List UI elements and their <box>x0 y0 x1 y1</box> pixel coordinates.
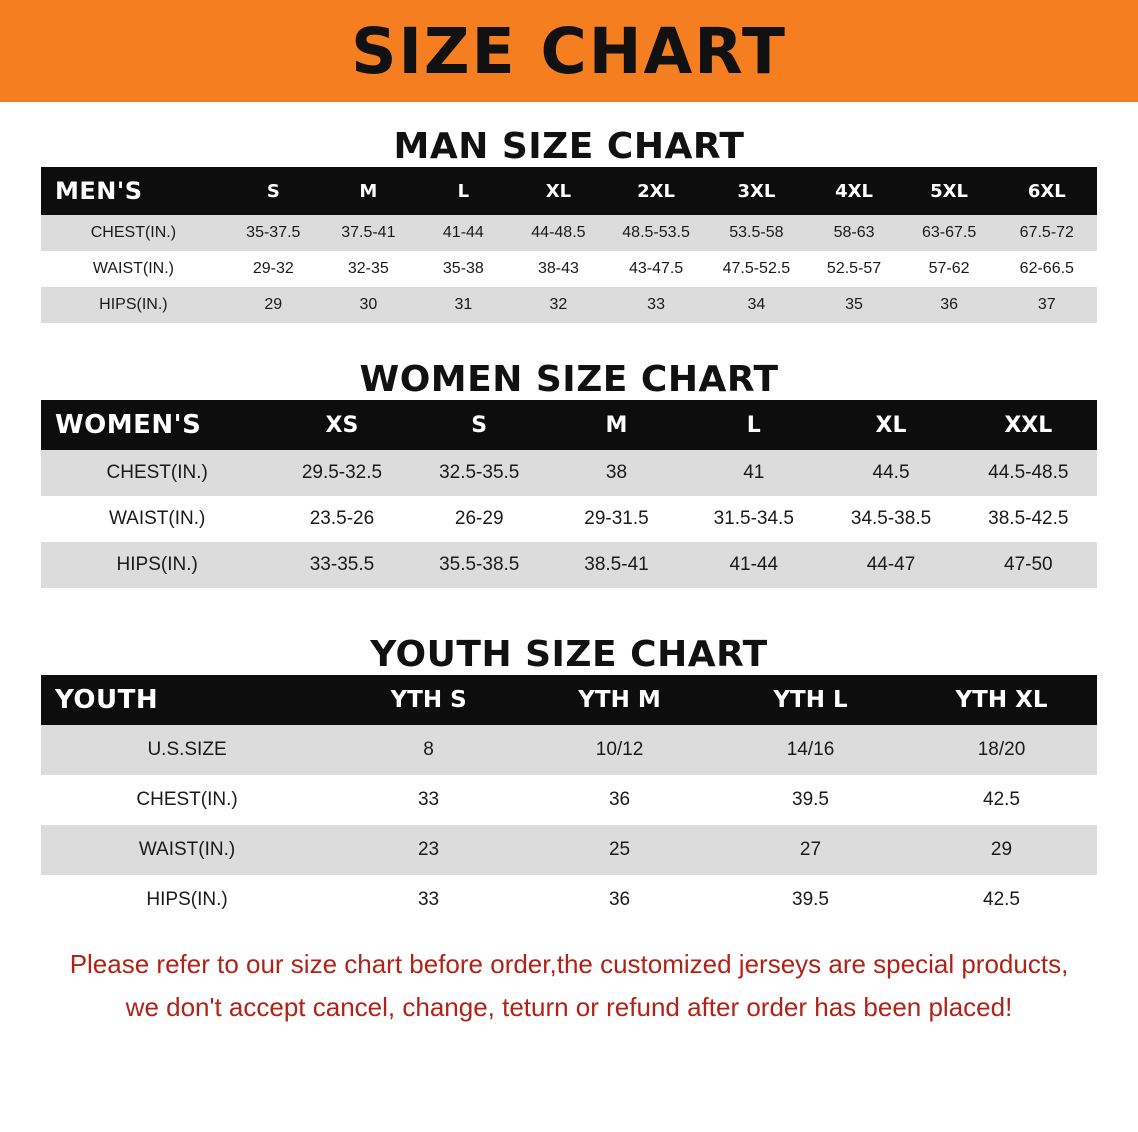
cell: 34.5-38.5 <box>822 496 959 542</box>
row-label: HIPS(IN.) <box>41 287 226 323</box>
cell: 32-35 <box>321 251 416 287</box>
men-header-3xl: 3XL <box>706 167 806 215</box>
cell: 32 <box>511 287 606 323</box>
table-row <box>41 287 1097 323</box>
women-header-s: S <box>411 400 548 450</box>
youth-table-header <box>41 675 1097 725</box>
men-header-l: L <box>416 167 511 215</box>
cell: 57-62 <box>902 251 997 287</box>
cell: 42.5 <box>906 775 1097 825</box>
cell: 41-44 <box>416 215 511 251</box>
cell: 42.5 <box>906 875 1097 925</box>
cell: 47.5-52.5 <box>706 251 806 287</box>
men-header-s: S <box>226 167 321 215</box>
row-label: HIPS(IN.) <box>41 542 273 588</box>
cell: 31.5-34.5 <box>685 496 822 542</box>
cell: 48.5-53.5 <box>606 215 706 251</box>
row-label: CHEST(IN.) <box>41 775 333 825</box>
cell: 30 <box>321 287 416 323</box>
cell: 37 <box>997 287 1097 323</box>
row-label: WAIST(IN.) <box>41 825 333 875</box>
men-header-m: M <box>321 167 416 215</box>
cell: 41-44 <box>685 542 822 588</box>
men-table-body <box>41 215 1097 323</box>
row-label: CHEST(IN.) <box>41 215 226 251</box>
cell: 31 <box>416 287 511 323</box>
row-label: HIPS(IN.) <box>41 875 333 925</box>
man-section-heading: MAN SIZE CHART <box>393 126 745 167</box>
row-label: WAIST(IN.) <box>41 496 273 542</box>
cell: 35.5-38.5 <box>411 542 548 588</box>
page-title: SIZE CHART <box>351 14 787 88</box>
men-header-4xl: 4XL <box>807 167 902 215</box>
cell: 38 <box>548 450 685 496</box>
cell: 33 <box>606 287 706 323</box>
table-row <box>41 251 1097 287</box>
cell: 35-37.5 <box>226 215 321 251</box>
row-label: CHEST(IN.) <box>41 450 273 496</box>
cell: 36 <box>524 875 715 925</box>
table-row <box>41 825 1097 875</box>
cell: 63-67.5 <box>902 215 997 251</box>
cell: 33 <box>333 875 524 925</box>
table-row <box>41 496 1097 542</box>
man-table-wrapper <box>41 167 1097 323</box>
cell: 34 <box>706 287 806 323</box>
table-row <box>41 215 1097 251</box>
table-row <box>41 450 1097 496</box>
women-header-xxl: XXL <box>960 400 1097 450</box>
table-header-row <box>41 167 1097 215</box>
men-header-2xl: 2XL <box>606 167 706 215</box>
women-header-xl: XL <box>822 400 959 450</box>
cell: 32.5-35.5 <box>411 450 548 496</box>
youth-header-l: YTH L <box>715 675 906 725</box>
cell: 44-47 <box>822 542 959 588</box>
women-table-wrapper <box>41 400 1097 588</box>
men-header-5xl: 5XL <box>902 167 997 215</box>
cell: 38.5-42.5 <box>960 496 1097 542</box>
women-header-m: M <box>548 400 685 450</box>
cell: 37.5-41 <box>321 215 416 251</box>
cell: 26-29 <box>411 496 548 542</box>
cell: 29 <box>906 825 1097 875</box>
cell: 29 <box>226 287 321 323</box>
table-row <box>41 542 1097 588</box>
table-row <box>41 725 1097 775</box>
women-section-heading: WOMEN SIZE CHART <box>359 359 779 400</box>
cell: 18/20 <box>906 725 1097 775</box>
men-size-table <box>41 167 1097 323</box>
row-label: WAIST(IN.) <box>41 251 226 287</box>
men-header-xl: XL <box>511 167 606 215</box>
women-table-body <box>41 450 1097 588</box>
youth-section-heading: YOUTH SIZE CHART <box>370 634 768 675</box>
women-size-table <box>41 400 1097 588</box>
cell: 23.5-26 <box>273 496 410 542</box>
men-table-header <box>41 167 1097 215</box>
women-table-header <box>41 400 1097 450</box>
youth-header-s: YTH S <box>333 675 524 725</box>
table-header-row <box>41 400 1097 450</box>
youth-header-xl: YTH XL <box>906 675 1097 725</box>
cell: 52.5-57 <box>807 251 902 287</box>
cell: 14/16 <box>715 725 906 775</box>
header-banner <box>0 0 1138 102</box>
cell: 8 <box>333 725 524 775</box>
cell: 27 <box>715 825 906 875</box>
cell: 47-50 <box>960 542 1097 588</box>
cell: 38.5-41 <box>548 542 685 588</box>
cell: 58-63 <box>807 215 902 251</box>
cell: 35 <box>807 287 902 323</box>
cell: 29-32 <box>226 251 321 287</box>
table-row <box>41 875 1097 925</box>
note-line-2: we don't accept cancel, change, teturn or refund after order has been placed! <box>125 991 1013 1022</box>
cell: 23 <box>333 825 524 875</box>
youth-header-label: YOUTH <box>41 675 333 725</box>
cell: 53.5-58 <box>706 215 806 251</box>
youth-table-body <box>41 725 1097 925</box>
cell: 43-47.5 <box>606 251 706 287</box>
table-row <box>41 775 1097 825</box>
cell: 35-38 <box>416 251 511 287</box>
cell: 39.5 <box>715 775 906 825</box>
cell: 29-31.5 <box>548 496 685 542</box>
cell: 44-48.5 <box>511 215 606 251</box>
cell: 44.5-48.5 <box>960 450 1097 496</box>
men-header-6xl: 6XL <box>997 167 1097 215</box>
cell: 33-35.5 <box>273 542 410 588</box>
cell: 33 <box>333 775 524 825</box>
women-header-label: WOMEN'S <box>41 400 273 450</box>
table-header-row <box>41 675 1097 725</box>
women-header-l: L <box>685 400 822 450</box>
cell: 44.5 <box>822 450 959 496</box>
cell: 10/12 <box>524 725 715 775</box>
disclaimer-note <box>39 943 1099 1029</box>
cell: 25 <box>524 825 715 875</box>
note-line-1: Please refer to our size chart before order,the customized jerseys are special products, <box>69 949 1069 979</box>
row-label: U.S.SIZE <box>41 725 333 775</box>
cell: 38-43 <box>511 251 606 287</box>
youth-size-table <box>41 675 1097 925</box>
women-header-xs: XS <box>273 400 410 450</box>
men-header-label: MEN'S <box>41 167 226 215</box>
youth-header-m: YTH M <box>524 675 715 725</box>
cell: 36 <box>902 287 997 323</box>
cell: 36 <box>524 775 715 825</box>
cell: 67.5-72 <box>997 215 1097 251</box>
cell: 29.5-32.5 <box>273 450 410 496</box>
cell: 62-66.5 <box>997 251 1097 287</box>
youth-table-wrapper <box>41 675 1097 925</box>
cell: 41 <box>685 450 822 496</box>
cell: 39.5 <box>715 875 906 925</box>
